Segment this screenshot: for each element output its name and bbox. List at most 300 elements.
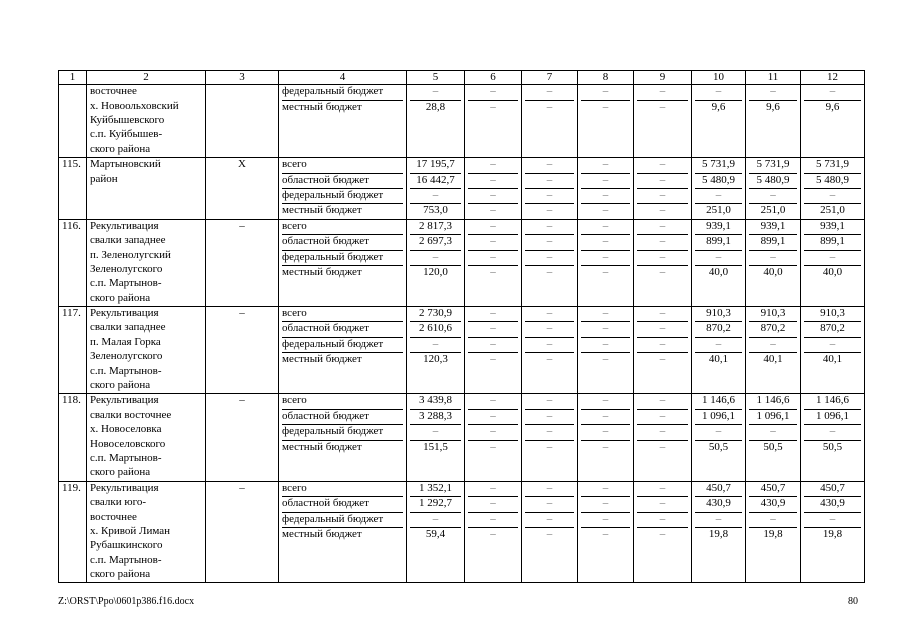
value-cell: 9,6 [825, 100, 840, 113]
table-row [59, 219, 865, 306]
value-cell: – [490, 100, 496, 113]
funding-type-line: всего [282, 220, 403, 235]
value-cell: 251,0 [760, 204, 786, 217]
value-cell: – [410, 251, 461, 266]
value-cell: – [581, 497, 630, 512]
value-cell: – [525, 307, 574, 322]
value-cell: – [546, 353, 553, 366]
value-cell: 450,7 [749, 482, 797, 497]
value-cell: – [468, 497, 518, 512]
column-3-value: Х [206, 158, 279, 220]
value-cell: – [637, 251, 688, 266]
column-header-7: 7 [522, 71, 578, 85]
funding-type [279, 307, 407, 394]
value-cell: 870,2 [804, 322, 861, 337]
value-cell: – [581, 85, 630, 100]
value-cell: 910,3 [749, 307, 797, 322]
value-cell: – [410, 338, 461, 353]
value-cell: 40,1 [822, 353, 843, 366]
funding-type-line: областной бюджет [282, 174, 403, 189]
value-column-5 [407, 219, 465, 306]
value-cell: – [468, 189, 518, 204]
funding-type-line: областной бюджет [282, 497, 403, 512]
value-cell: – [749, 251, 797, 266]
value-cell: – [637, 189, 688, 204]
value-cell: – [525, 235, 574, 250]
value-cell: – [468, 410, 518, 425]
value-cell: 151,5 [423, 440, 448, 453]
value-cell: – [749, 425, 797, 440]
value-column-10 [692, 307, 746, 394]
object-name [87, 85, 206, 158]
value-column-12 [801, 85, 865, 158]
funding-type [279, 481, 407, 583]
value-cell: – [525, 410, 574, 425]
value-cell: – [468, 394, 518, 409]
object-name-line: ского района [90, 142, 151, 155]
value-cell: 870,2 [695, 322, 742, 337]
value-cell: 939,1 [749, 220, 797, 235]
column-header-10: 10 [692, 71, 746, 85]
object-name-line: с.п. Мартынов- [90, 553, 162, 566]
column-header-8: 8 [578, 71, 634, 85]
value-column-5 [407, 307, 465, 394]
value-cell: – [749, 85, 797, 100]
row-number: 116. [59, 219, 87, 306]
value-cell: 1 146,6 [695, 394, 742, 409]
value-column-5 [407, 85, 465, 158]
value-cell: – [581, 307, 630, 322]
column-3-value: – [206, 394, 279, 481]
value-column-7 [522, 85, 578, 158]
value-column-8 [578, 85, 634, 158]
funding-type-line: местный бюджет [282, 265, 362, 278]
value-cell: 899,1 [749, 235, 797, 250]
value-column-9 [634, 219, 692, 306]
column-header-1: 1 [59, 71, 87, 85]
value-cell: – [581, 235, 630, 250]
value-cell: 2 697,3 [410, 235, 461, 250]
value-cell: – [468, 158, 518, 173]
value-cell: 910,3 [804, 307, 861, 322]
value-cell: – [581, 322, 630, 337]
value-column-11 [746, 307, 801, 394]
value-column-5 [407, 158, 465, 220]
funding-type-line: федеральный бюджет [282, 425, 403, 440]
value-cell: – [525, 189, 574, 204]
value-cell: 1 146,6 [749, 394, 797, 409]
value-column-9 [634, 481, 692, 583]
value-column-6 [465, 85, 522, 158]
value-cell: – [468, 322, 518, 337]
value-cell: – [525, 394, 574, 409]
value-cell: 899,1 [695, 235, 742, 250]
object-name-line: восточнее [90, 510, 137, 523]
funding-type-line: местный бюджет [282, 204, 362, 217]
object-name-line: п. Малая Горка [90, 335, 161, 348]
object-name-line: ского района [90, 291, 151, 304]
value-column-11 [746, 481, 801, 583]
value-cell: – [804, 425, 861, 440]
value-cell: – [804, 338, 861, 353]
value-cell: – [659, 440, 666, 453]
value-cell: – [637, 497, 688, 512]
value-cell: – [525, 322, 574, 337]
value-cell: – [602, 204, 609, 217]
value-cell: – [581, 174, 630, 189]
value-cell: – [468, 235, 518, 250]
funding-type-line: федеральный бюджет [282, 513, 403, 528]
value-cell: – [637, 174, 688, 189]
table-row [59, 85, 865, 158]
row-number: 115. [59, 158, 87, 220]
value-column-9 [634, 158, 692, 220]
value-cell: – [637, 322, 688, 337]
value-column-9 [634, 85, 692, 158]
value-cell: – [525, 497, 574, 512]
value-cell: 2 817,3 [410, 220, 461, 235]
value-cell: – [581, 158, 630, 173]
value-column-10 [692, 85, 746, 158]
value-column-8 [578, 307, 634, 394]
value-cell: 19,8 [763, 527, 783, 540]
value-cell: 40,0 [763, 265, 783, 278]
value-cell: – [581, 189, 630, 204]
column-3-value: – [206, 481, 279, 583]
value-cell: – [581, 251, 630, 266]
value-cell: 1 096,1 [749, 410, 797, 425]
value-column-12 [801, 307, 865, 394]
value-cell: – [468, 482, 518, 497]
value-cell: – [637, 394, 688, 409]
value-column-6 [465, 219, 522, 306]
object-name-line: ского района [90, 379, 151, 392]
value-cell: 59,4 [425, 527, 446, 540]
value-cell: – [749, 189, 797, 204]
funding-type [279, 394, 407, 481]
value-cell: – [410, 85, 461, 100]
value-cell: 40,0 [822, 265, 843, 278]
object-name-line: с.п. Мартынов- [90, 451, 162, 464]
value-cell: – [637, 482, 688, 497]
row-number: 119. [59, 481, 87, 583]
value-cell: – [749, 338, 797, 353]
value-column-10 [692, 219, 746, 306]
value-cell: – [581, 338, 630, 353]
value-cell: 3 439,8 [410, 394, 461, 409]
value-cell: – [659, 527, 666, 540]
column-3-value [206, 85, 279, 158]
object-name-line: свалки западнее [90, 234, 166, 247]
value-cell: – [602, 265, 609, 278]
value-column-7 [522, 307, 578, 394]
value-column-8 [578, 481, 634, 583]
object-name-line: восточнее [90, 85, 137, 98]
value-cell: – [525, 220, 574, 235]
value-column-7 [522, 158, 578, 220]
object-name-line: Мартыновский [90, 158, 161, 171]
value-cell: 16 442,7 [410, 174, 461, 189]
object-name [87, 158, 206, 220]
object-name-line: Рекультивация [90, 394, 159, 407]
value-cell: – [525, 174, 574, 189]
value-column-8 [578, 219, 634, 306]
value-column-12 [801, 394, 865, 481]
value-cell: – [659, 100, 666, 113]
value-cell: 450,7 [804, 482, 861, 497]
value-cell: 120,3 [423, 353, 448, 366]
value-column-6 [465, 158, 522, 220]
object-name-line: х. Новоольховский [90, 99, 179, 112]
budget-table [58, 70, 865, 583]
value-cell: 3 288,3 [410, 410, 461, 425]
value-cell: – [546, 100, 553, 113]
object-name-line: ского района [90, 568, 151, 581]
value-cell: – [637, 235, 688, 250]
object-name-line: с.п. Мартынов- [90, 277, 162, 290]
value-column-12 [801, 219, 865, 306]
table-row [59, 158, 865, 220]
object-name-line: свалки восточнее [90, 408, 172, 421]
object-name-line: Куйбышевского [90, 113, 165, 126]
value-cell: – [546, 204, 553, 217]
value-cell: – [637, 338, 688, 353]
value-cell: 19,8 [708, 527, 729, 540]
funding-type-line: всего [282, 307, 403, 322]
value-column-9 [634, 394, 692, 481]
column-3-value: – [206, 307, 279, 394]
value-cell: – [525, 513, 574, 528]
object-name-line: свалки юго- [90, 496, 146, 509]
value-cell: 50,5 [708, 440, 729, 453]
object-name-line: с.п. Мартынов- [90, 364, 162, 377]
value-cell: 899,1 [804, 235, 861, 250]
column-header-6: 6 [465, 71, 522, 85]
value-cell: – [490, 204, 496, 217]
value-column-7 [522, 219, 578, 306]
value-cell: – [581, 394, 630, 409]
value-cell: 753,0 [423, 204, 448, 217]
object-name [87, 307, 206, 394]
row-number: 117. [59, 307, 87, 394]
column-header-12: 12 [801, 71, 865, 85]
value-cell: 28,8 [425, 100, 446, 113]
value-cell: – [637, 410, 688, 425]
table-row [59, 481, 865, 583]
funding-type-line: всего [282, 482, 403, 497]
table-row [59, 394, 865, 481]
object-name-line: п. Зеленолугский [90, 248, 171, 261]
object-name-line: Зеленолугского [90, 350, 163, 363]
value-cell: – [695, 251, 742, 266]
value-column-6 [465, 394, 522, 481]
value-column-8 [578, 158, 634, 220]
value-cell: 2 730,9 [410, 307, 461, 322]
value-cell: 1 146,6 [804, 394, 861, 409]
value-column-11 [746, 85, 801, 158]
value-column-12 [801, 481, 865, 583]
value-cell: 430,9 [695, 497, 742, 512]
value-cell: 939,1 [695, 220, 742, 235]
value-cell: – [546, 265, 553, 278]
value-cell: – [468, 85, 518, 100]
funding-type-line: местный бюджет [282, 440, 362, 453]
value-cell: – [695, 425, 742, 440]
value-cell: – [525, 338, 574, 353]
value-column-6 [465, 307, 522, 394]
value-cell: – [468, 174, 518, 189]
value-cell: – [490, 527, 496, 540]
object-name-line: Зеленолугского [90, 262, 163, 275]
value-column-10 [692, 158, 746, 220]
column-header-11: 11 [746, 71, 801, 85]
value-cell: 2 610,6 [410, 322, 461, 337]
value-column-10 [692, 394, 746, 481]
funding-type-line: федеральный бюджет [282, 251, 403, 266]
funding-type-line: федеральный бюджет [282, 85, 403, 100]
value-cell: 5 480,9 [695, 174, 742, 189]
value-cell: – [468, 513, 518, 528]
funding-type [279, 85, 407, 158]
value-cell: – [602, 100, 609, 113]
page-number: 80 [848, 596, 858, 607]
value-cell: – [695, 85, 742, 100]
value-column-12 [801, 158, 865, 220]
object-name-line: х. Новоселовка [90, 423, 162, 436]
object-name-line: х. Кривой Лиман [90, 524, 170, 537]
object-name-line: район [90, 172, 118, 185]
value-cell: 1 292,7 [410, 497, 461, 512]
value-cell: – [525, 158, 574, 173]
object-name [87, 481, 206, 583]
value-cell: – [804, 85, 861, 100]
value-column-10 [692, 481, 746, 583]
value-cell: – [581, 220, 630, 235]
object-name-line: Рубашкинского [90, 539, 163, 552]
value-cell: 251,0 [706, 204, 731, 217]
table-row [59, 307, 865, 394]
value-cell: – [602, 353, 609, 366]
value-cell: – [659, 204, 666, 217]
value-cell: – [468, 338, 518, 353]
value-cell: 251,0 [820, 204, 845, 217]
value-cell: – [637, 158, 688, 173]
value-cell: 5 480,9 [804, 174, 861, 189]
value-cell: 1 096,1 [695, 410, 742, 425]
value-cell: 939,1 [804, 220, 861, 235]
value-cell: – [410, 189, 461, 204]
value-cell: – [468, 307, 518, 322]
value-column-11 [746, 394, 801, 481]
value-cell: – [581, 410, 630, 425]
value-cell: 50,5 [763, 440, 783, 453]
value-cell: – [546, 440, 553, 453]
header-row [59, 71, 865, 85]
object-name-line: Рекультивация [90, 307, 159, 320]
value-cell: 40,1 [708, 353, 729, 366]
value-cell: 40,0 [708, 265, 729, 278]
value-cell: – [637, 307, 688, 322]
object-name [87, 394, 206, 481]
value-cell: – [804, 251, 861, 266]
value-cell: – [637, 425, 688, 440]
value-column-9 [634, 307, 692, 394]
funding-type-line: федеральный бюджет [282, 189, 403, 204]
value-cell: – [546, 527, 553, 540]
file-path: Z:\ORST\Ppo\0601p386.f16.docx [58, 596, 195, 607]
value-cell: – [490, 265, 496, 278]
funding-type-line: областной бюджет [282, 410, 403, 425]
value-column-5 [407, 481, 465, 583]
value-cell: – [695, 338, 742, 353]
value-cell: 870,2 [749, 322, 797, 337]
value-cell: 910,3 [695, 307, 742, 322]
value-cell: – [490, 353, 496, 366]
funding-type [279, 158, 407, 220]
value-cell: – [695, 189, 742, 204]
column-header-5: 5 [407, 71, 465, 85]
value-cell: – [468, 220, 518, 235]
value-cell: – [637, 85, 688, 100]
value-cell: 50,5 [822, 440, 843, 453]
value-cell: – [525, 251, 574, 266]
value-cell: 5 731,9 [695, 158, 742, 173]
object-name-line: Рекультивация [90, 481, 159, 494]
funding-type-line: областной бюджет [282, 322, 403, 337]
object-name-line: Рекультивация [90, 219, 159, 232]
value-cell: 1 096,1 [804, 410, 861, 425]
value-cell: 430,9 [749, 497, 797, 512]
column-header-9: 9 [634, 71, 692, 85]
value-cell: 9,6 [711, 100, 726, 113]
funding-type-line: местный бюджет [282, 100, 362, 113]
funding-type-line: местный бюджет [282, 353, 362, 366]
value-cell: – [659, 265, 666, 278]
value-cell: – [602, 440, 609, 453]
object-name [87, 219, 206, 306]
value-cell: 120,0 [423, 265, 448, 278]
value-cell: – [581, 513, 630, 528]
value-cell: – [637, 220, 688, 235]
value-cell: 19,8 [822, 527, 843, 540]
funding-type-line: областной бюджет [282, 235, 403, 250]
column-header-4: 4 [279, 71, 407, 85]
row-number: 118. [59, 394, 87, 481]
value-cell: – [804, 513, 861, 528]
value-cell: – [602, 527, 609, 540]
value-cell: 5 731,9 [804, 158, 861, 173]
funding-type-line: федеральный бюджет [282, 338, 403, 353]
value-cell: 17 195,7 [410, 158, 461, 173]
value-column-7 [522, 394, 578, 481]
funding-type-line: всего [282, 158, 403, 173]
value-column-8 [578, 394, 634, 481]
value-cell: – [695, 513, 742, 528]
column-header-3: 3 [206, 71, 279, 85]
value-cell: – [525, 425, 574, 440]
funding-type [279, 219, 407, 306]
row-number [59, 85, 87, 158]
value-cell: 5 480,9 [749, 174, 797, 189]
object-name-line: свалки западнее [90, 321, 166, 334]
value-cell: – [410, 513, 461, 528]
value-cell: 430,9 [804, 497, 861, 512]
value-cell: – [749, 513, 797, 528]
value-cell: 1 352,1 [410, 482, 461, 497]
value-cell: – [468, 425, 518, 440]
value-cell: – [525, 482, 574, 497]
funding-type-line: всего [282, 394, 403, 409]
